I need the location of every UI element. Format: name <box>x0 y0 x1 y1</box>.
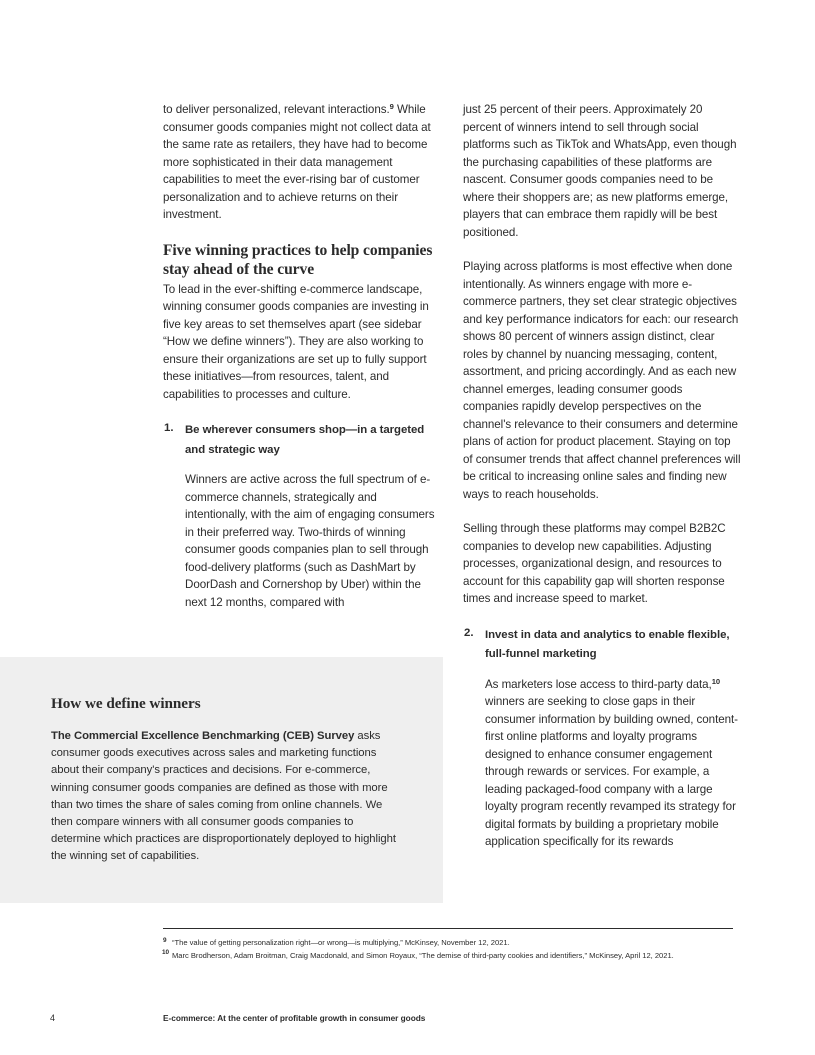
practice-2-number: 2. <box>464 626 474 639</box>
paragraph-continued <box>163 101 441 224</box>
footnote-ref-9: 9 <box>389 102 394 112</box>
paragraph-selling-through-platforms: Selling through these platforms may compel B2B2C companies to develop new capabilities. Adjusting processes, organizational design, and resources to account for this capability gap will shorten response times and increase speed to market. <box>463 522 726 605</box>
practice-item-1 <box>163 420 441 459</box>
footnotes-divider <box>163 928 733 929</box>
right-column <box>463 101 741 851</box>
footnote-ref-10: 10 <box>711 676 721 686</box>
sidebar-body-rest: asks consumer goods executives across sales and marketing functions about their company's practices and decisions. For e-commerce, winning consumer goods companies are defined as those with more than two times the share of sales coming from online channels. We then compare winners with all consumer goods companies to determine which practices are disproportionately deployed to highlight the winning set of capabilities. <box>51 730 396 863</box>
practice-1-title: Be wherever consumers shop—in a targeted and strategic way <box>185 424 425 456</box>
section-intro-paragraph: To lead in the ever-shifting e-commerce landscape, winning consumer goods companies are investing in five key areas to set themselves apart (see sidebar “How we define winners”). They are also working to ensure their organizations are set up to fully support these initiatives—from resources, talent, and capabilities to processes and culture. <box>163 282 429 401</box>
practice-1-number: 1. <box>164 422 174 434</box>
footnote-text-10: Marc Brodherson, Adam Broitman, Craig Macdonald, and Simon Royaux, “The demise of third-party cookies and identifiers,” McKinsey, April 12, 2021. <box>172 950 674 960</box>
sidebar-panel-how-we-define-winners <box>0 657 443 903</box>
page-number: 4 <box>50 1013 56 1023</box>
footnote-marker-9: 9 <box>163 936 167 944</box>
paragraph-continued-rest: While consumer goods companies might not collect data at the same rate as retailers, they have had to become more sophisticated in their data management capabilities to meet the ever-rising bar of customer personalization and to achieve returns on their investment. <box>163 103 431 221</box>
practice-2-title: Invest in data and analytics to enable flexible, full-funnel marketing <box>485 628 730 660</box>
sidebar-body <box>51 728 398 866</box>
practice-item-2 <box>463 625 741 664</box>
section-heading: Five winning practices to help companies stay ahead of the curve <box>163 241 433 278</box>
paragraph-peers: just 25 percent of their peers. Approximately 20 percent of winners intend to sell through social platforms such as TikTok and WhatsApp, even though the purchasing capabilities of these platforms are nascent. Consumer goods companies need to be where their shoppers are; as new platforms emerge, players that can embrace them rapidly will be best positioned. <box>463 103 737 239</box>
left-column <box>163 101 441 611</box>
paragraph-continued-text: to deliver personalized, relevant interactions. <box>163 103 390 116</box>
practice-2-body-start: As marketers lose access to third-party data, <box>485 677 712 691</box>
paragraph-playing-across-platforms: Playing across platforms is most effective when done intentionally. As winners engage with more e-commerce partners, they set clear strategic objectives and key performance indicators for each: our research shows 80 percent of winners assign distinct, clear roles by channel by nuancing messaging, content, assortment, and pricing accordingly. And as each new channel emerges, leading consumer goods companies rapidly develop perspectives on the channel's relevance to their consumers and determine plans of action for product placement. Staying on top of consumer trends that affect channel preferences will be critical to increasing online sales and finding new ways to reach households. <box>463 260 741 501</box>
footnote-marker-10: 10 <box>162 949 170 957</box>
practice-2-body <box>463 676 741 851</box>
page-footer <box>0 1013 815 1031</box>
footnote-text-9: “The value of getting personalization right—or wrong—is multiplying,” McKinsey, November 12, 2021. <box>172 938 510 947</box>
sidebar-content <box>51 694 398 866</box>
footnotes-block <box>163 928 733 962</box>
practice-1-body: Winners are active across the full spectrum of e-commerce channels, strategically and intentionally, with the aim of engaging consumers in their preferred way. Two-thirds of winning consumer goods companies plan to sell through food-delivery platforms (such as DashMart by DoorDash and Cornershop by Uber) within the next 12 months, compared with <box>185 473 435 609</box>
footnote-item-9 <box>163 937 733 949</box>
footnote-item-10 <box>163 950 733 962</box>
practice-2-body-rest: winners are seeking to close gaps in their consumer information by building owned, content-first online platforms and loyalty programs designed to enhance consumer engagement through rewards or services. For example, a leading packaged-food company with a large loyalty program recently revamped its strategy for digital formats by building a proprietary mobile application specifically for its rewards <box>485 695 738 848</box>
sidebar-body-bold-lead: The Commercial Excellence Benchmarking (CEB) Survey <box>51 730 355 742</box>
document-title-footer: E-commerce: At the center of profitable growth in consumer goods <box>163 1013 426 1023</box>
sidebar-heading: How we define winners <box>51 695 201 712</box>
